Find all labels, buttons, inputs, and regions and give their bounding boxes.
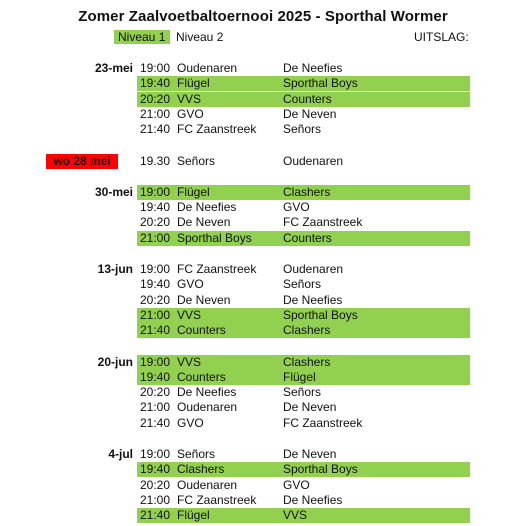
match-time: 20:20 (140, 215, 171, 230)
match-time: 20:20 (140, 477, 171, 492)
match-home: GVO (177, 415, 204, 430)
match-home: FC Zaanstreek (177, 492, 257, 507)
match-time: 21:00 (140, 230, 171, 245)
match-away: Oudenaren (283, 153, 344, 168)
match-home: Flügel (177, 508, 210, 523)
match-time: 20:20 (140, 292, 171, 307)
result-column-header: UITSLAG: (414, 30, 469, 44)
match-away: De Neefies (283, 292, 343, 307)
match-row-niveau-1 (137, 185, 470, 200)
match-home: FC Zaanstreek (177, 122, 257, 137)
match-row-niveau-2 (137, 385, 470, 400)
round-date: 20-jun (97, 354, 133, 369)
match-away: De Neven (283, 106, 337, 121)
match-row-niveau-1 (137, 323, 470, 338)
match-home: Oudenaren (177, 61, 238, 75)
match-row-niveau-2 (137, 478, 470, 493)
match-time: 21:00 (140, 400, 171, 415)
match-home: Oudenaren (177, 477, 238, 492)
match-row-niveau-1 (137, 355, 470, 370)
match-home: VVS (177, 91, 202, 106)
match-away: Clashers (283, 323, 331, 338)
match-time: 20:20 (140, 91, 171, 106)
match-time: 19:00 (140, 354, 171, 369)
match-away: Señors (283, 122, 322, 137)
match-time: 19:00 (140, 61, 171, 75)
match-row-niveau-1 (137, 76, 470, 91)
match-row-niveau-2 (137, 215, 470, 230)
match-away: FC Zaanstreek (283, 415, 363, 430)
match-row-niveau-2 (137, 107, 470, 122)
match-home: Counters (177, 369, 226, 384)
match-away: De Neefies (283, 492, 343, 507)
match-away: Sporthal Boys (283, 76, 358, 91)
match-row-niveau-1 (137, 308, 470, 323)
match-away: De Neefies (283, 61, 343, 75)
match-time: 21:00 (140, 106, 171, 121)
match-time: 19.30 (140, 153, 171, 168)
match-time: 21:00 (140, 307, 171, 322)
legend-niveau-2: Niveau 2 (176, 30, 224, 44)
match-row-niveau-2 (137, 447, 470, 462)
match-row-niveau-1 (137, 231, 470, 246)
match-away: VVS (283, 508, 308, 523)
match-time: 19:40 (140, 369, 171, 384)
match-away: Sporthal Boys (283, 462, 358, 477)
match-away: Counters (283, 230, 332, 245)
match-row-niveau-1 (137, 92, 470, 107)
match-row-niveau-2 (137, 262, 470, 277)
legend-niveau-1: Niveau 1 (114, 30, 170, 44)
match-away: Oudenaren (283, 262, 344, 276)
round-date: 4-jul (108, 447, 133, 461)
match-home: De Neven (177, 215, 231, 230)
match-home: Oudenaren (177, 400, 238, 415)
match-home: De Neven (177, 292, 231, 307)
match-away: Counters (283, 91, 332, 106)
match-time: 19:40 (140, 200, 171, 215)
match-home: Señors (177, 447, 216, 461)
match-time: 21:40 (140, 323, 171, 338)
match-away: GVO (283, 200, 310, 215)
match-row-niveau-1 (137, 508, 470, 523)
match-away: Señors (283, 385, 322, 400)
match-row-niveau-2 (137, 400, 470, 415)
page-title: Zomer Zaalvoetbaltoernooi 2025 - Sporthal Wormer (78, 8, 448, 25)
match-time: 19:00 (140, 447, 171, 461)
match-away: Clashers (283, 354, 331, 369)
match-away: Sporthal Boys (283, 307, 358, 322)
match-time: 20:20 (140, 385, 171, 400)
match-home: GVO (177, 277, 204, 292)
match-time: 19:40 (140, 76, 171, 91)
match-time: 21:40 (140, 122, 171, 137)
match-time: 21:40 (140, 415, 171, 430)
match-away: Clashers (283, 184, 331, 199)
match-time: 19:00 (140, 262, 171, 276)
match-home: VVS (177, 354, 202, 369)
match-time: 19:00 (140, 184, 171, 199)
match-time: 19:40 (140, 277, 171, 292)
match-row-niveau-2 (137, 154, 470, 169)
match-home: GVO (177, 106, 204, 121)
match-home: Clashers (177, 462, 225, 477)
match-time: 21:40 (140, 508, 171, 523)
match-home: De Neefies (177, 200, 237, 215)
round-date: 30-mei (94, 184, 133, 199)
match-row-niveau-2 (137, 416, 470, 431)
match-row-niveau-1 (137, 370, 470, 385)
match-row-niveau-2 (137, 122, 470, 137)
match-home: De Neefies (177, 385, 237, 400)
match-home: VVS (177, 307, 202, 322)
match-time: 19:40 (140, 462, 171, 477)
match-row-niveau-2 (137, 493, 470, 508)
match-away: De Neven (283, 400, 337, 415)
match-away: GVO (283, 477, 310, 492)
match-away: Señors (283, 277, 322, 292)
round-date: 13-jun (97, 262, 133, 276)
postponed-date-label: wo 28 mei (46, 154, 118, 169)
match-home: Flügel (177, 76, 210, 91)
match-row-niveau-2 (137, 61, 470, 76)
match-home: Flügel (177, 184, 210, 199)
match-row-niveau-1 (137, 462, 470, 477)
match-away: Flügel (283, 369, 316, 384)
match-away: FC Zaanstreek (283, 215, 363, 230)
match-row-niveau-2 (137, 277, 470, 292)
match-home: FC Zaanstreek (177, 262, 257, 276)
match-row-niveau-2 (137, 200, 470, 215)
match-away: De Neven (283, 447, 337, 461)
match-home: Counters (177, 323, 226, 338)
match-home: Sporthal Boys (177, 230, 252, 245)
match-home: Señors (177, 153, 216, 168)
match-time: 21:00 (140, 492, 171, 507)
match-row-niveau-2 (137, 293, 470, 308)
round-date: 23-mei (94, 61, 133, 75)
